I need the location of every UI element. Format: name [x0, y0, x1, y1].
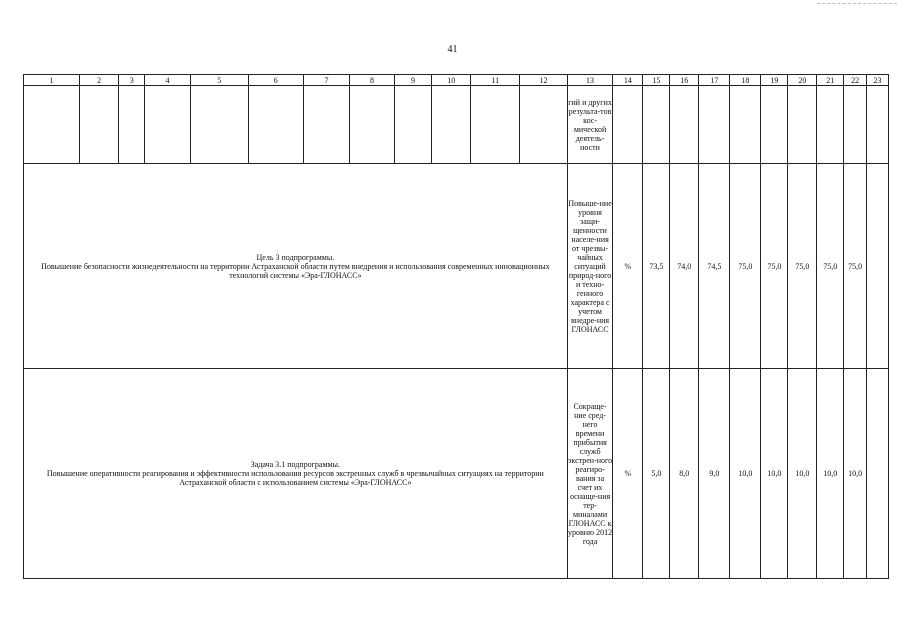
- col-number: 2: [79, 75, 118, 86]
- value-cell: 10,0: [730, 369, 761, 579]
- table-row: [24, 86, 889, 164]
- col-number: 4: [145, 75, 191, 86]
- value-cell: 10,0: [817, 369, 844, 579]
- value-cell: [867, 164, 889, 369]
- task-cell: [24, 369, 568, 579]
- col-number: 16: [670, 75, 699, 86]
- col-number: 23: [867, 75, 889, 86]
- value-cell: 9,0: [699, 369, 730, 579]
- value-cell: 10,0: [844, 369, 867, 579]
- column-number-row: [24, 75, 889, 86]
- value-cell: 75,0: [730, 164, 761, 369]
- empty-cell: [432, 86, 471, 164]
- col-number: 8: [350, 75, 395, 86]
- value-cell: 10,0: [761, 369, 788, 579]
- empty-cell: [394, 86, 431, 164]
- value-cell: 75,0: [817, 164, 844, 369]
- value-cell: [867, 86, 889, 164]
- value-cell: [867, 369, 889, 579]
- value-cell: 8,0: [670, 369, 699, 579]
- value-cell: [699, 86, 730, 164]
- empty-cell: [190, 86, 248, 164]
- value-cell: [817, 86, 844, 164]
- col-number: 12: [520, 75, 568, 86]
- value-cell: [730, 86, 761, 164]
- value-cell: 10,0: [788, 369, 817, 579]
- value-cell: [643, 86, 670, 164]
- col-number: 21: [817, 75, 844, 86]
- col-number: 18: [730, 75, 761, 86]
- table-row: [24, 369, 889, 579]
- value-cell: 75,0: [844, 164, 867, 369]
- table-row: [24, 164, 889, 369]
- goal-text: Повышение безопасности жизнедеятельности на территории Астраханской области путем внедрения и использования современных инновационных технологий системы «Эра-ГЛОНАСС»: [41, 261, 550, 280]
- page-number: 41: [447, 44, 458, 55]
- col-number: 3: [119, 75, 145, 86]
- empty-cell: [471, 86, 520, 164]
- empty-cell: [119, 86, 145, 164]
- task-text: Повышение оперативности реагирования и эффективности использования ресурсов экстренных служб в чрезвычайных ситуациях на территории Астраханской области с использованием системы «Эра-ГЛОНАСС»: [46, 469, 544, 487]
- task-title: Задача 3.1 подпрограммы.: [250, 460, 340, 469]
- col-number: 1: [24, 75, 80, 86]
- value-cell: 73,5: [643, 164, 670, 369]
- value-cell: [761, 86, 788, 164]
- indicator-table: [23, 74, 889, 579]
- goal-title: Цель 3 подпрограммы.: [256, 252, 335, 262]
- empty-cell: [145, 86, 191, 164]
- col-number: 5: [190, 75, 248, 86]
- value-cell: 74,5: [699, 164, 730, 369]
- value-cell: [670, 86, 699, 164]
- empty-cell: [24, 86, 80, 164]
- col-number: 20: [788, 75, 817, 86]
- col-number: 11: [471, 75, 520, 86]
- col-number: 6: [248, 75, 303, 86]
- col-number: 22: [844, 75, 867, 86]
- goal-cell: [24, 164, 568, 369]
- col-number: 9: [394, 75, 431, 86]
- value-cell: [844, 86, 867, 164]
- unit-cell: %: [613, 164, 643, 369]
- empty-cell: [79, 86, 118, 164]
- empty-cell: [350, 86, 395, 164]
- col-number: 7: [303, 75, 350, 86]
- value-cell: 75,0: [761, 164, 788, 369]
- indicator-cell: гий и других результа-тов кос-мической деятель-ности: [567, 86, 613, 164]
- unit-cell: %: [613, 369, 643, 579]
- indicator-cell: Повыше-ние уровня защи-щенности населе-ния от чрезвы-чайных ситуаций природ-ного и техно-генного характера с учетом внедре-ния ГЛОНАСС: [567, 164, 613, 369]
- col-number: 13: [567, 75, 613, 86]
- col-number: 19: [761, 75, 788, 86]
- col-number: 14: [613, 75, 643, 86]
- value-cell: 5,0: [643, 369, 670, 579]
- value-cell: [788, 86, 817, 164]
- col-number: 17: [699, 75, 730, 86]
- empty-cell: [248, 86, 303, 164]
- value-cell: 75,0: [788, 164, 817, 369]
- unit-cell: [613, 86, 643, 164]
- value-cell: 74,0: [670, 164, 699, 369]
- col-number: 10: [432, 75, 471, 86]
- col-number: 15: [643, 75, 670, 86]
- empty-cell: [303, 86, 350, 164]
- empty-cell: [520, 86, 568, 164]
- scan-artifact: [817, 3, 897, 5]
- indicator-cell: Сокраще-ние сред-него времени прибытия служб экстрен-ного реагиро-вания за счет их оснаще-ния тер-миналами ГЛОНАСС к уровню 2012 года: [567, 369, 613, 579]
